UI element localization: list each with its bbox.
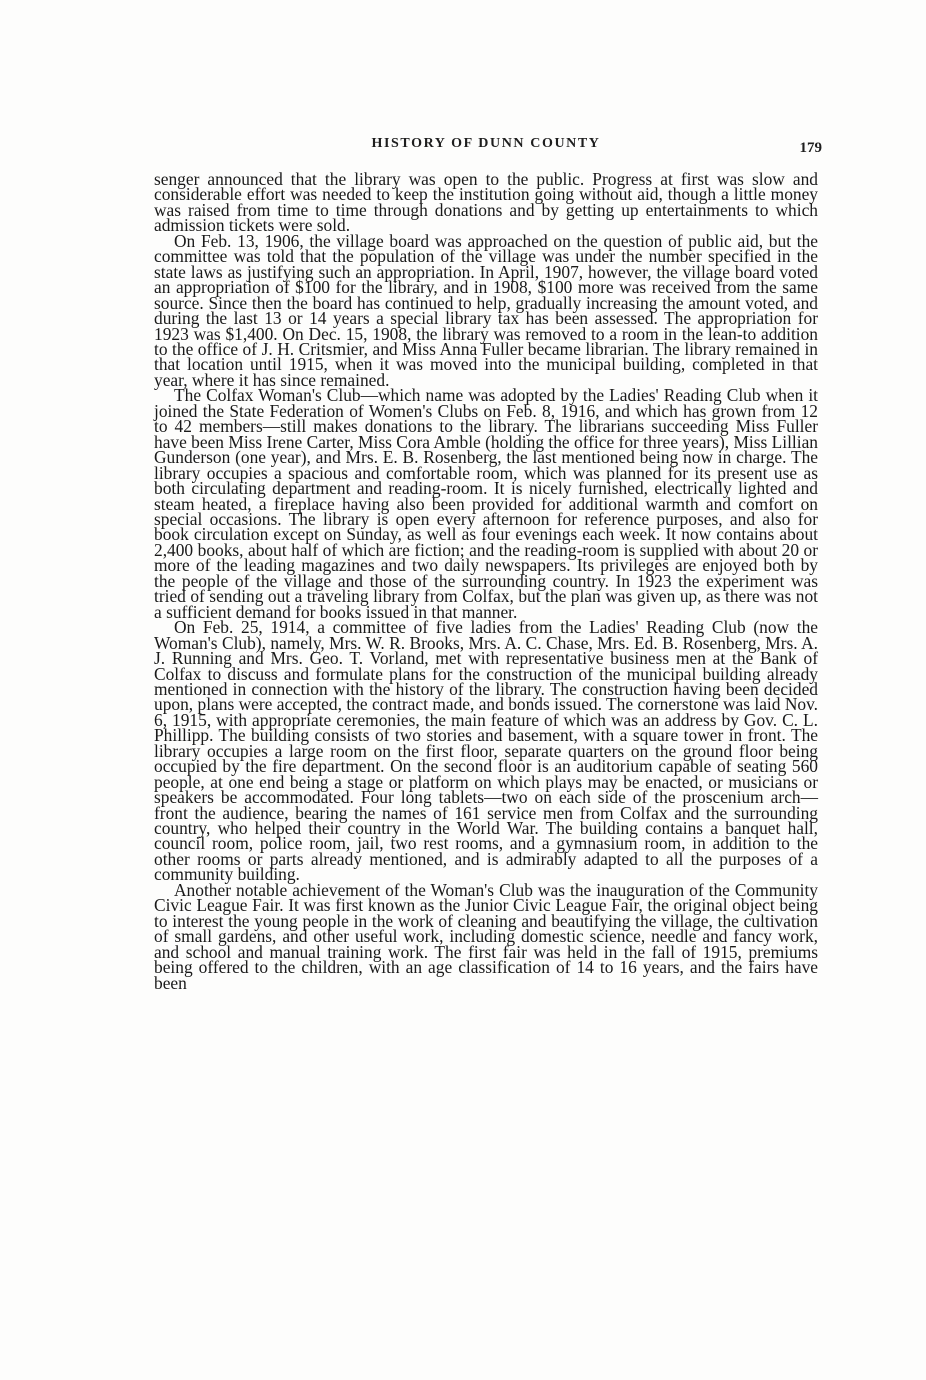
paragraph-continuation: senger announced that the library was open to the public. Progress at first was slow and considerable effort was needed to keep the institution going without aid, though a little money was raised from time to time through donations and by getting up entertainments to which admission tickets were sold. xyxy=(154,169,818,236)
page-header xyxy=(150,136,822,160)
running-head: HISTORY OF DUNN COUNTY xyxy=(371,136,601,151)
paragraph-womans-club: The Colfax Woman's Club—which name was adopted by the Ladies' Reading Club when it joined the State Federation of Women's Clubs on Feb. 8, 1916, and which has grown from 12 to 42 members—still makes donations to the library. The librarians succeeding Miss Fuller have been Miss Irene Carter, Miss Cora Amble (holding the office for three years), Miss Lillian Gunderson (one year), and Mrs. E. B. Rosenberg, the last mentioned being now in charge. The library occupies a spacious and comfortable room, which was planned for its present use as both circulating department and reading-room. It is nicely furnished, electrically lighted and steam heated, a fireplace having also been provided for additional warmth and comfort on special occasions. The library is open every afternoon for reference purposes, and also for book circulation except on Sunday, as well as four evenings each week. It now contains about 2,400 books, about half of which are fiction; and the reading-room is supplied with about 20 or more of the leading magazines and two daily newspapers. Its privileges are enjoyed both by the people of the village and those of the surrounding country. In 1923 the experiment was tried of sending out a traveling library from Colfax, but the plan was given up, as there was not a sufficient demand for books issued in that manner. xyxy=(154,385,818,622)
body-text xyxy=(154,169,818,993)
paragraph-public-aid: On Feb. 13, 1906, the village board was approached on the question of public aid, but the committee was told that the population of the village was under the number specified in the state laws as justifying such an appropriation. In April, 1907, however, the village board voted an appropriation of $100 for the library, and in 1908, $100 more was received from the same source. Since then the board has continued to help, gradually increasing the amount voted, and during the last 13 or 14 years a special library tax has been assessed. The appropriation for 1923 was $1,400. On Dec. 15, 1908, the library was removed to a room in the lean-to addition to the office of J. H. Critsmier, and Miss Anna Fuller became librarian. The library remained in that location until 1915, when it was moved into the municipal building, completed in that year, where it has since remained. xyxy=(154,230,818,390)
paragraph-municipal-building: On Feb. 25, 1914, a committee of five ladies from the Ladies' Reading Club (now the Woman's Club), namely, Mrs. W. R. Brooks, Mrs. A. C. Chase, Mrs. Ed. B. Rosenberg, Mrs. A. J. Running and Mrs. Geo. T. Vorland, met with representative business men at the Bank of Colfax to discuss and formulate plans for the construction of the municipal building already mentioned in connection with the history of the library. The construction having been decided upon, plans were accepted, the contract made, and bonds issued. The cornerstone was laid Nov. 6, 1915, with appropriate ceremonies, the main feature of which was an address by Gov. C. L. Phillipp. The building consists of two stories and basement, with a square tower in front. The library occupies a large room on the first floor, separate quarters on the ground floor being occupied by the fire department. On the second floor is an auditorium capable of seating 560 people, at one end being a stage or platform on which plays may be enacted, or musicians or speakers be accommodated. Four long tablets—two on each side of the proscenium arch—front the audience, bearing the names of 161 service men from Colfax and the surrounding country, who helped their country in the World War. The building contains a banquet hall, council room, police room, jail, two rest rooms, and a gymnasium room, in addition to the other rooms or parts already mentioned, and is admirably adapted to all the purposes of a community building. xyxy=(154,617,818,885)
page-number: 179 xyxy=(799,140,822,156)
paragraph-civic-league-fair: Another notable achievement of the Woman's Club was the inauguration of the Community Civic League Fair. It was first known as the Junior Civic League Fair, the original object being to interest the young people in the work of cleaning and beautifying the village, the cultivation of small gardens, and other useful work, including domestic science, needle and fancy work, and school and manual training work. The first fair was held in the fall of 1915, premiums being offered to the children, with an age classification of 14 to 16 years, and the fairs have been xyxy=(154,879,818,993)
